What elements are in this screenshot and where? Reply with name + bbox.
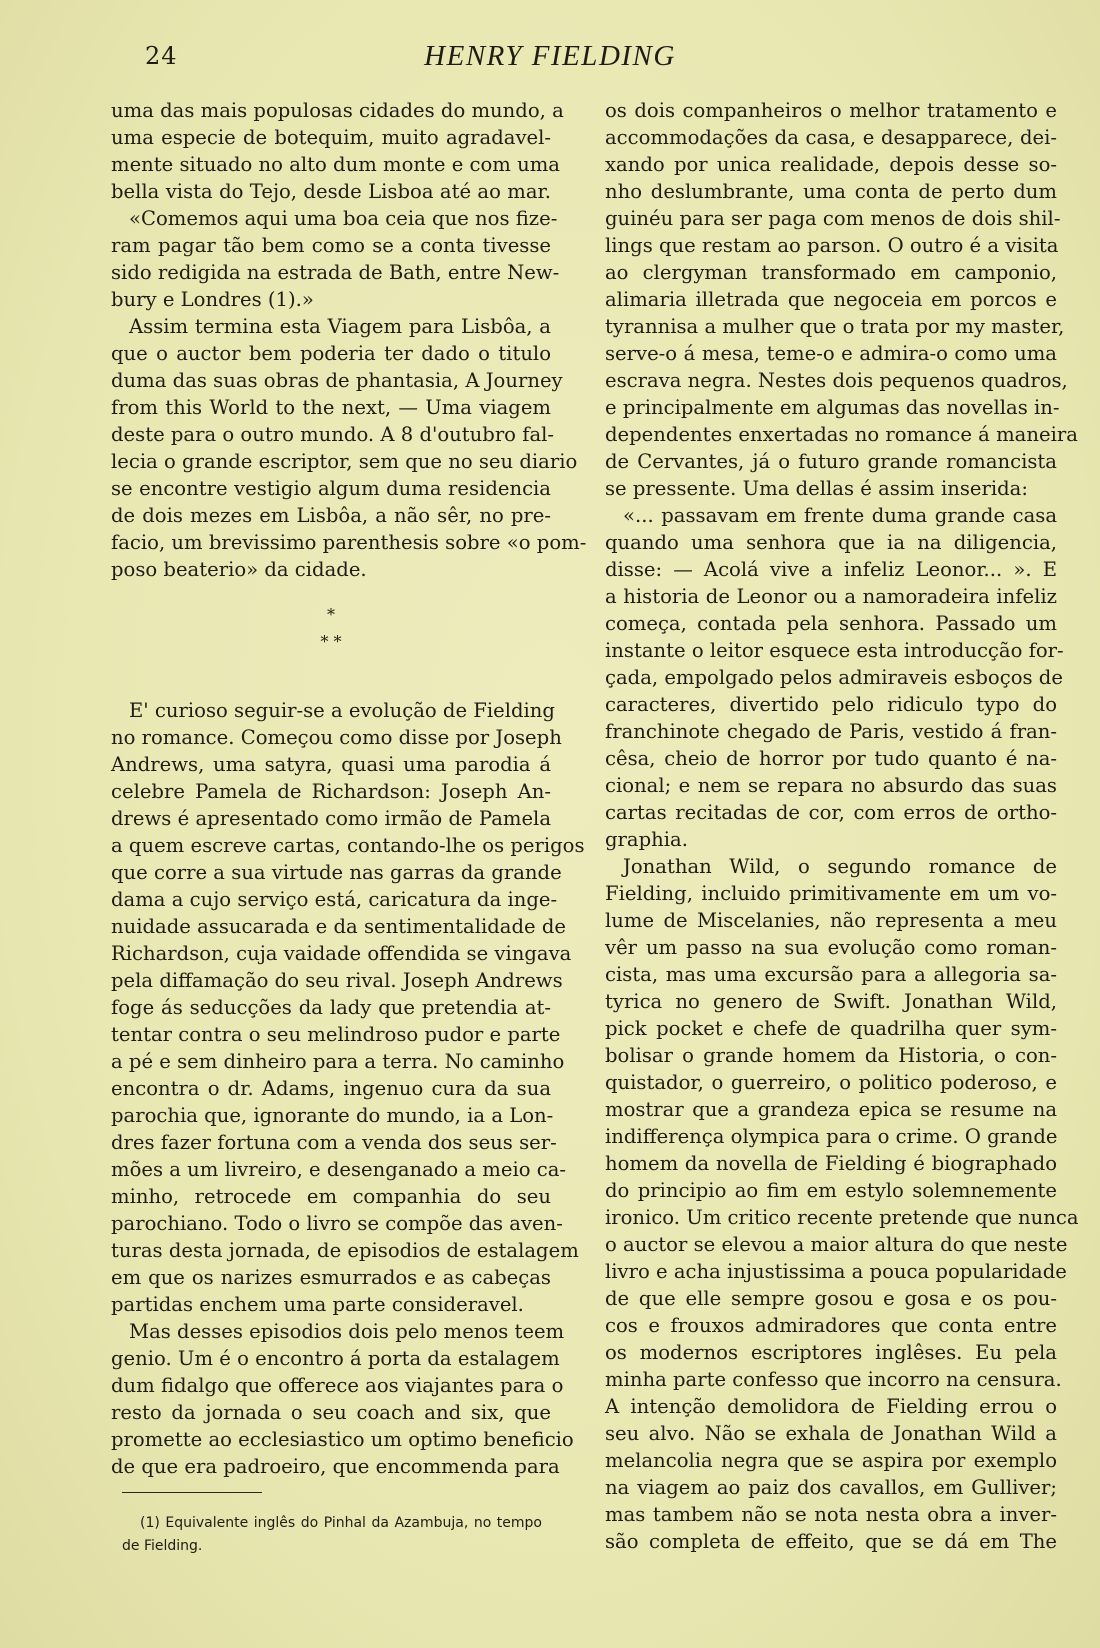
text-line: encontra o dr. Adams, ingenuo cura da sua — [111, 1077, 551, 1100]
text-line: nho deslumbrante, uma conta de perto dum — [605, 180, 1057, 203]
text-line: minha parte confesso que incorro na censura. — [605, 1368, 1062, 1391]
text-line: o auctor se elevou a maior altura do que neste — [605, 1233, 1068, 1256]
text-line: cional; e nem se repara no absurdo das suas — [605, 774, 1057, 797]
separator-star-top: * — [327, 605, 335, 624]
text-line: de dois mezes em Lisbôa, a não sêr, no pre- — [111, 504, 551, 527]
text-line: pick pocket e chefe de quadrilha quer sym- — [605, 1017, 1057, 1040]
text-line: seu alvo. Não se exhala de Jonathan Wild a — [605, 1422, 1057, 1445]
page-number: 24 — [145, 42, 178, 70]
text-line: dum fidalgo que offerece aos viajantes para o — [111, 1374, 564, 1397]
right-column — [605, 97, 1079, 1555]
text-line: foge ás seducções da lady que pretendia at- — [111, 996, 551, 1019]
text-line: uma especie de botequim, muito agradavel- — [111, 126, 551, 149]
text-line: melancolia negra que se aspira por exemplo — [605, 1449, 1057, 1472]
text-line: lecia o grande escriptor, sem que no seu diario — [111, 450, 578, 473]
running-head: HENRY FIELDING — [424, 40, 676, 72]
text-line: bolisar o grande homem da Historia, o con- — [605, 1044, 1057, 1067]
left-text-block-2 — [111, 697, 585, 1480]
text-line: de Cervantes, já o futuro grande romancista — [605, 450, 1057, 473]
text-line: parochia que, ignorante do mundo, ia a Lon- — [111, 1104, 554, 1127]
text-line: cista, mas uma excursão para a allegoria sa- — [605, 963, 1057, 986]
text-line: lume de Miscelanies, não representa a meu — [605, 909, 1057, 932]
text-line: «Comemos aqui uma boa ceia que nos fize- — [129, 207, 558, 230]
text-line: de Fielding. — [122, 1538, 203, 1554]
text-line: de que era padroeiro, que encommenda para — [111, 1455, 560, 1478]
text-line: xando por unica realidade, depois desse so- — [605, 153, 1057, 176]
text-line: facio, um brevissimo parenthesis sobre «o pom- — [111, 531, 587, 554]
text-line: poso beaterio» da cidade. — [111, 558, 367, 581]
text-line: franchinote chegado de Paris, vestido á fran- — [605, 720, 1057, 743]
text-line: quando uma senhora que ia na diligencia, — [605, 531, 1057, 554]
text-line: Andrews, uma satyra, quasi uma parodia á — [111, 753, 551, 776]
text-line: mente situado no alto dum monte e com uma — [111, 153, 560, 176]
text-line: que o auctor bem poderia ter dado o titulo — [111, 342, 551, 365]
text-line: cartas recitadas de cor, com erros de ortho- — [605, 801, 1057, 824]
separator-stars-bottom: * * — [320, 632, 342, 651]
text-line: from this World to the next, — Uma viagem — [111, 396, 551, 419]
text-line: accommodações da casa, e desapparece, dei- — [605, 126, 1057, 149]
text-line: sido redigida na estrada de Bath, entre New- — [111, 261, 560, 284]
text-line: «... passavam em frente duma grande casa — [623, 504, 1057, 527]
text-line: Mas desses episodios dois pelo menos teem — [129, 1320, 565, 1343]
text-line: dama a cujo serviço está, caricatura da inge- — [111, 888, 558, 911]
footnote — [122, 1512, 542, 1558]
text-line: se encontre vestigio algum duma residencia — [111, 477, 551, 500]
text-line: que corre a sua virtude nas garras da grande — [111, 861, 562, 884]
text-line: duma das suas obras de phantasia, A Journey — [111, 369, 563, 392]
text-line: Richardson, cuja vaidade offendida se vingava — [111, 942, 572, 965]
text-line: turas desta jornada, de episodios de estalagem — [111, 1239, 579, 1262]
text-line: mas tambem não se nota nesta obra a inver- — [605, 1503, 1057, 1526]
text-line: bury e Londres (1).» — [111, 288, 314, 311]
left-text-block-1 — [111, 97, 587, 583]
text-line: ao clergyman transformado em camponio, — [605, 261, 1057, 284]
text-line: os modernos escriptores inglêses. Eu pela — [605, 1341, 1057, 1364]
text-line: em que os narizes esmurrados e as cabeças — [111, 1266, 551, 1289]
text-line: a quem escreve cartas, contando-lhe os perigos — [111, 834, 585, 857]
text-line: homem da novella de Fielding é biographado — [605, 1152, 1057, 1175]
text-line: e principalmente em algumas das novellas in- — [605, 396, 1060, 419]
text-line: ironico. Um critico recente pretende que nunca — [605, 1206, 1079, 1229]
text-line: quistador, o guerreiro, o politico poderoso, e — [605, 1071, 1057, 1094]
text-line: alimaria illetrada que negoceia em porcos e — [605, 288, 1057, 311]
text-line: ram pagar tão bem como se a conta tivesse — [111, 234, 551, 257]
text-line: nuidade assucarada e da sentimentalidade de — [111, 915, 566, 938]
text-line: A intenção demolidora de Fielding errou o — [605, 1395, 1057, 1418]
text-line: drews é apresentado como irmão de Pamela — [111, 807, 551, 830]
text-line: genio. Um é o encontro á porta da estalagem — [111, 1347, 560, 1370]
text-line: na viagem ao paiz dos cavallos, em Gulliver; — [605, 1476, 1057, 1499]
text-line: de que elle sempre gosou e gosa e os pou- — [605, 1287, 1057, 1310]
text-line: mostrar que a grandeza epica se resume na — [605, 1098, 1057, 1121]
text-line: uma das mais populosas cidades do mundo, a — [111, 99, 564, 122]
text-line: livro e acha injustissima a pouca popularidade — [605, 1260, 1067, 1283]
text-line: a pé e sem dinheiro para a terra. No caminho — [111, 1050, 565, 1073]
text-line: cêsa, cheio de horror por tudo quanto é na- — [605, 747, 1057, 770]
text-line: se pressente. Uma dellas é assim inserida: — [605, 477, 1028, 500]
text-line: tyrica no genero de Swift. Jonathan Wild, — [605, 990, 1057, 1013]
text-line: indifferença olympica para o crime. O grande — [605, 1125, 1058, 1148]
text-line: (1) Equivalente inglês do Pinhal da Azambuja, no tempo — [140, 1515, 542, 1531]
text-line: minho, retrocede em companhia do seu — [111, 1185, 551, 1208]
text-line: escrava negra. Nestes dois pequenos quadros, — [605, 369, 1068, 392]
text-line: deste para o outro mundo. A 8 d'outubro fal- — [111, 423, 555, 446]
text-line: çada, empolgado pelos admiraveis esboços de — [605, 666, 1063, 689]
text-line: resto da jornada o seu coach and six, que — [111, 1401, 551, 1424]
text-line: os dois companheiros o melhor tratamento e — [605, 99, 1057, 122]
text-line: promette ao ecclesiastico um optimo beneficio — [111, 1428, 574, 1451]
text-line: celebre Pamela de Richardson: Joseph An- — [111, 780, 551, 803]
text-line: Jonathan Wild, o segundo romance de — [623, 855, 1057, 878]
text-line: graphia. — [605, 828, 688, 851]
text-line: dependentes enxertadas no romance á maneira — [605, 423, 1078, 446]
text-line: partidas enchem uma parte consideravel. — [111, 1293, 524, 1316]
text-line: instante o leitor esquece esta introducção for- — [605, 639, 1064, 662]
text-line: do principio ao fim em estylo solemnemente — [605, 1179, 1057, 1202]
text-line: no romance. Começou como disse por Joseph — [111, 726, 562, 749]
text-line: serve-o á mesa, teme-o e admira-o como uma — [605, 342, 1057, 365]
text-line: são completa de effeito, que se dá em The — [605, 1530, 1057, 1553]
text-line: parochiano. Todo o livro se compõe das aven- — [111, 1212, 563, 1235]
text-line: começa, contada pela senhora. Passado um — [605, 612, 1057, 635]
text-line: cos e frouxos admiradores que conta entre — [605, 1314, 1057, 1337]
text-line: dres fazer fortuna com a venda dos seus ser- — [111, 1131, 557, 1154]
text-line: bella vista do Tejo, desde Lisboa até ao mar. — [111, 180, 551, 203]
right-text-block — [605, 97, 1079, 1555]
text-line: vêr um passo na sua evolução como roman- — [605, 936, 1057, 959]
text-line: guinéu para ser paga com menos de dois shil- — [605, 207, 1061, 230]
left-column — [111, 97, 587, 1480]
footnote-rule — [122, 1492, 262, 1493]
text-line: tyrannisa a mulher que o trata por my master, — [605, 315, 1065, 338]
text-line: mões a um livreiro, e desenganado a meio ca- — [111, 1158, 567, 1181]
text-line: E' curioso seguir-se a evolução de Fielding — [129, 699, 555, 722]
text-line: pela diffamação do seu rival. Joseph Andrews — [111, 969, 563, 992]
text-line: tentar contra o seu melindroso pudor e parte — [111, 1023, 561, 1046]
text-line: a historia de Leonor ou a namoradeira infeliz — [605, 585, 1057, 608]
text-line: Fielding, incluido primitivamente em um vo- — [605, 882, 1057, 905]
text-line: disse: — Acolá vive a infeliz Leonor... ». E — [605, 558, 1057, 581]
text-line: Assim termina esta Viagem para Lisbôa, a — [129, 315, 551, 338]
text-line: lings que restam ao parson. O outro é a visita — [605, 234, 1059, 257]
text-line: caracteres, divertido pelo ridiculo typo do — [605, 693, 1057, 716]
